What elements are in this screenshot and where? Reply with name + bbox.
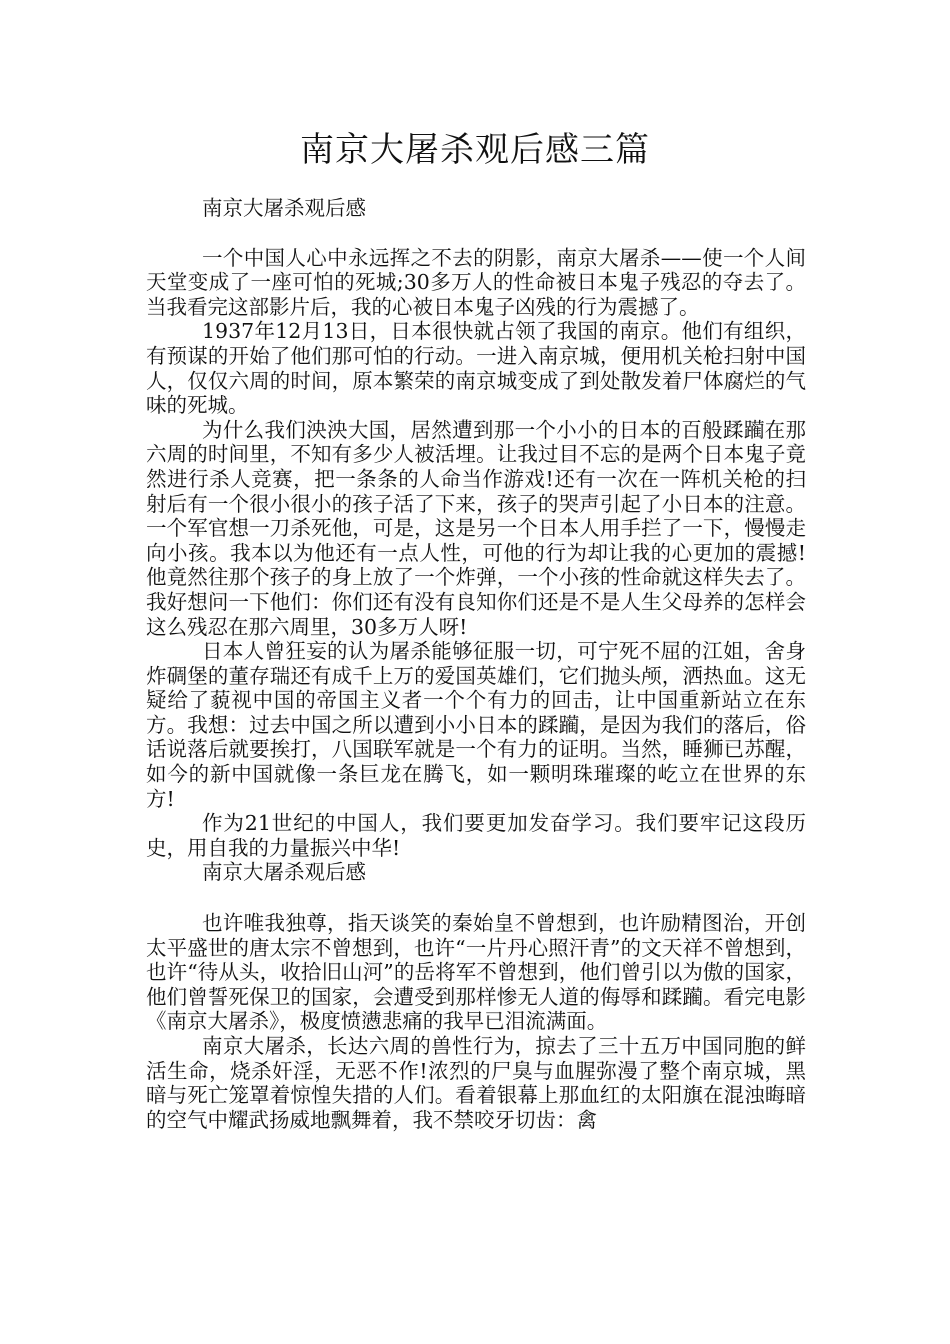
paragraph: 1937年12月13日，日本很快就占领了我国的南京。他们有组织，有预谋的开始了他们那可怕的行动。一进入南京城，便用机关枪扫射中国人，仅仅六周的时间，原本繁荣的南京城变成了到处散发着尸体腐烂的气味的死城。 [146,319,806,418]
paragraph: 为什么我们泱泱大国，居然遭到那一个小小的日本的百般蹂躏在那六周的时间里，不知有多少人被活埋。让我过目不忘的是两个日本鬼子竟然进行杀人竞赛，把一条条的人命当作游戏!还有一次在一阵机关枪的扫射后有一个很小很小的孩子活了下来，孩子的哭声引起了小日本的注意。一个军官想一刀杀死他，可是，这是另一个日本人用手拦了一下，慢慢走向小孩。我本以为他还有一点人性，可他的行为却让我的心更加的震撼!他竟然往那个孩子的身上放了一个炸弹，一个小孩的性命就这样失去了。我好想问一下他们：你们还有没有良知你们还是不是人生父母养的怎样会这么残忍在那六周里，30多万人呀! [146,417,806,639]
section-heading: 南京大屠杀观后感 [202,860,366,885]
section-heading: 南京大屠杀观后感 [202,196,366,220]
document-body [146,196,806,1132]
paragraph: 南京大屠杀，长达六周的兽性行为，掠去了三十五万中国同胞的鲜活生命，烧杀奸淫，无恶不作!浓烈的尸臭与血腥弥漫了整个南京城，黑暗与死亡笼罩着惊惶失措的人们。看着银幕上那血红的太阳旗在混浊晦暗的空气中耀武扬威地飘舞着，我不禁咬牙切齿：禽 [146,1034,806,1132]
spacer [146,885,806,911]
spacer [146,221,806,246]
paragraph: 作为21世纪的中国人，我们要更加发奋学习。我们要牢记这段历史，用自我的力量振兴中华! [146,811,806,860]
paragraph: 一个中国人心中永远挥之不去的阴影，南京大屠杀——使一个人间天堂变成了一座可怕的死城;30多万人的性命被日本鬼子残忍的夺去了。当我看完这部影片后，我的心被日本鬼子凶残的行为震撼了。 [146,245,806,319]
paragraph: 日本人曾狂妄的认为屠杀能够征服一切，可宁死不屈的江姐，舍身炸碉堡的董存瑞还有成千上万的爱国英雄们，它们抛头颅，洒热血。这无疑给了藐视中国的帝国主义者一个个有力的回击，让中国重新站立在东方。我想：过去中国之所以遭到小小日本的蹂躏，是因为我们的落后，俗话说落后就要挨打，八国联军就是一个有力的证明。当然，睡狮已苏醒，如今的新中国就像一条巨龙在腾飞，如一颗明珠璀璨的屹立在世界的东方! [146,639,806,811]
paragraph: 也许唯我独尊，指天谈笑的秦始皇不曾想到，也许励精图治，开创太平盛世的唐太宗不曾想到，也许“一片丹心照汗青”的文天祥不曾想到，也许“待从头，收拾旧山河”的岳将军不曾想到，他们曾引以为傲的国家，他们曾誓死保卫的国家，会遭受到那样惨无人道的侮辱和蹂躏。看完电影《南京大屠杀》，极度愤懑悲痛的我早已泪流满面。 [146,911,806,1034]
page-title: 南京大屠杀观后感三篇 [300,130,650,170]
